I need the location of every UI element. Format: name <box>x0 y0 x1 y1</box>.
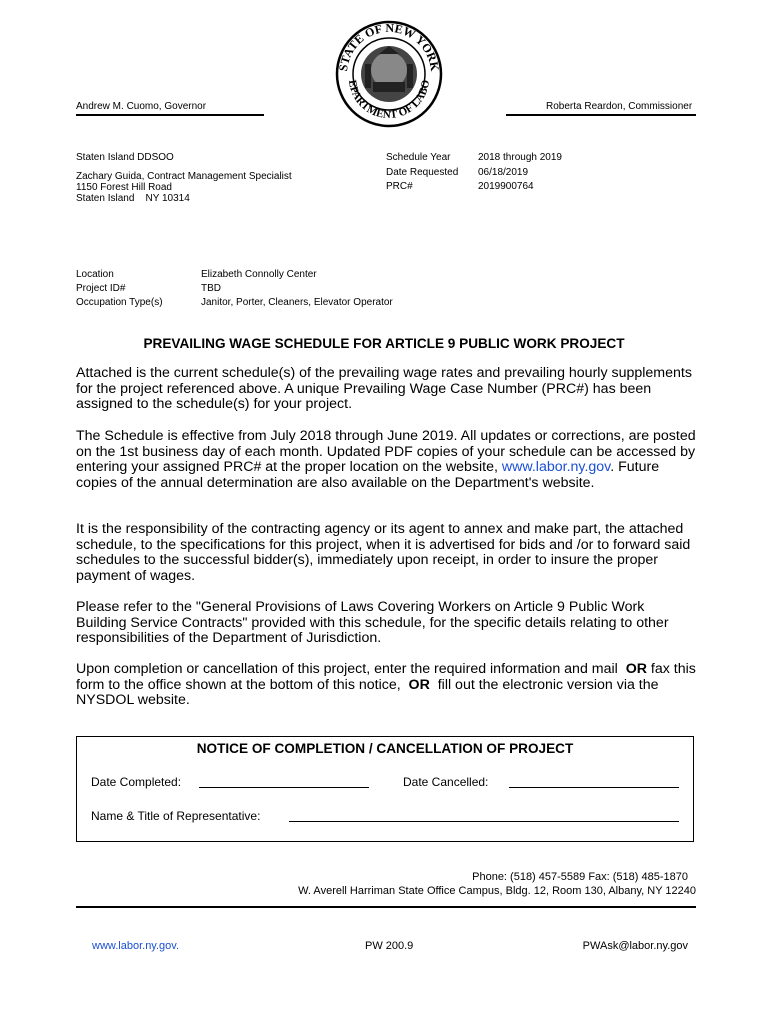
paragraph-responsibility: It is the responsibility of the contracting agency or its agent to annex and make part, the attached schedule, to the specifications for this project, when it is advertised for bids and /or to forward said schedules to the successful bidder(s), immediately upon receipt, in order to insure the proper payment of wages. <box>76 521 691 584</box>
svg-text:STATE OF NEW YORK: STATE OF NEW YORK <box>336 20 443 73</box>
header-rule-left <box>76 114 264 116</box>
date-requested-value: 06/18/2019 <box>478 167 529 178</box>
project-id-label: Project ID# <box>76 283 126 294</box>
project-id-value: TBD <box>201 283 221 294</box>
notice-title: NOTICE OF COMPLETION / CANCELLATION OF PROJECT <box>196 741 574 756</box>
paragraph-effective-text-2: . Future copies of the annual determination are also available on the Department's website. <box>76 459 660 491</box>
header-rule-right <box>506 114 696 116</box>
occupation-label: Occupation Type(s) <box>76 297 163 308</box>
contact-name: Zachary Guida, Contract Management Specialist <box>76 171 292 182</box>
contact-email[interactable]: PWAsk@labor.ny.gov <box>582 940 688 952</box>
phone-fax: Phone: (518) 457-5589 Fax: (518) 485-1870 <box>472 871 688 883</box>
footer-website-link[interactable]: www.labor.ny.gov. <box>92 940 180 952</box>
date-requested-label: Date Requested <box>386 167 459 178</box>
date-completed-field[interactable] <box>199 787 369 788</box>
notice-box <box>76 736 694 842</box>
seal-icon <box>335 20 443 128</box>
commissioner-name: Roberta Reardon, Commissioner <box>546 101 693 112</box>
location-value: Elizabeth Connolly Center <box>201 269 317 280</box>
department-of-labor-seal <box>335 20 443 128</box>
prc-value: 2019900764 <box>478 181 534 192</box>
paragraph-effective-text-1: The Schedule is effective from July 2018 through June 2019. All updates or corrections, are posted on the 1st business day of each month. Updated PDF copies of your schedule can be accessed by entering your assigned PRC# at the proper location on the website, <box>76 428 696 476</box>
paragraph-completion-text-3: fill out the electronic version via the NYSDOL website. <box>76 676 659 709</box>
representative-field[interactable] <box>289 821 679 822</box>
form-number: PW 200.9 <box>365 940 414 952</box>
office-name: Staten Island DDSOO <box>76 152 174 163</box>
paragraph-effective <box>76 429 696 491</box>
footer-rule <box>76 906 696 908</box>
date-cancelled-field[interactable] <box>509 787 679 788</box>
schedule-year-label: Schedule Year <box>386 152 451 163</box>
location-label: Location <box>76 269 114 280</box>
paragraph-completion <box>76 662 696 709</box>
paragraph-completion-text-1: Upon completion or cancellation of this project, enter the required information and mail <box>76 661 618 677</box>
svg-text:DEPARTMENT OF LABOR: EPARTMENT OF LABO <box>345 78 433 122</box>
schedule-year-value: 2018 through 2019 <box>478 152 562 163</box>
labor-website-link[interactable]: www.labor.ny.gov <box>501 459 611 476</box>
date-cancelled-label: Date Cancelled: <box>403 775 489 789</box>
or-emphasis-1: OR <box>625 661 647 677</box>
date-completed-label: Date Completed: <box>91 775 182 789</box>
paragraph-completion-text-2: fax this form to the office shown at the bottom of this notice, <box>76 661 696 693</box>
paragraph-general-provisions: Please refer to the "General Provisions of Laws Covering Workers on Article 9 Public Work Building Service Contracts" provided with this schedule, for the specific details relating to other responsibilities of the Department of Jurisdiction. <box>76 599 669 647</box>
or-emphasis-2: OR <box>408 676 430 693</box>
office-address: W. Averell Harriman State Office Campus, Bldg. 12, Room 130, Albany, NY 12240 <box>298 885 696 897</box>
street-address: 1150 Forest Hill Road <box>76 182 172 193</box>
paragraph-attached: Attached is the current schedule(s) of the prevailing wage rates and prevailing hourly supplements for the project referenced above. A unique Prevailing Wage Case Number (PRC#) has been assigned to the schedule(s) for your project. <box>76 365 692 413</box>
prc-label: PRC# <box>386 181 413 192</box>
city-address: Staten Island NY 10314 <box>76 193 190 204</box>
representative-label: Name & Title of Representative: <box>91 809 261 823</box>
occupation-value: Janitor, Porter, Cleaners, Elevator Operator <box>201 297 393 308</box>
governor-name: Andrew M. Cuomo, Governor <box>76 101 207 112</box>
page-title: PREVAILING WAGE SCHEDULE FOR ARTICLE 9 PUBLIC WORK PROJECT <box>143 336 625 351</box>
